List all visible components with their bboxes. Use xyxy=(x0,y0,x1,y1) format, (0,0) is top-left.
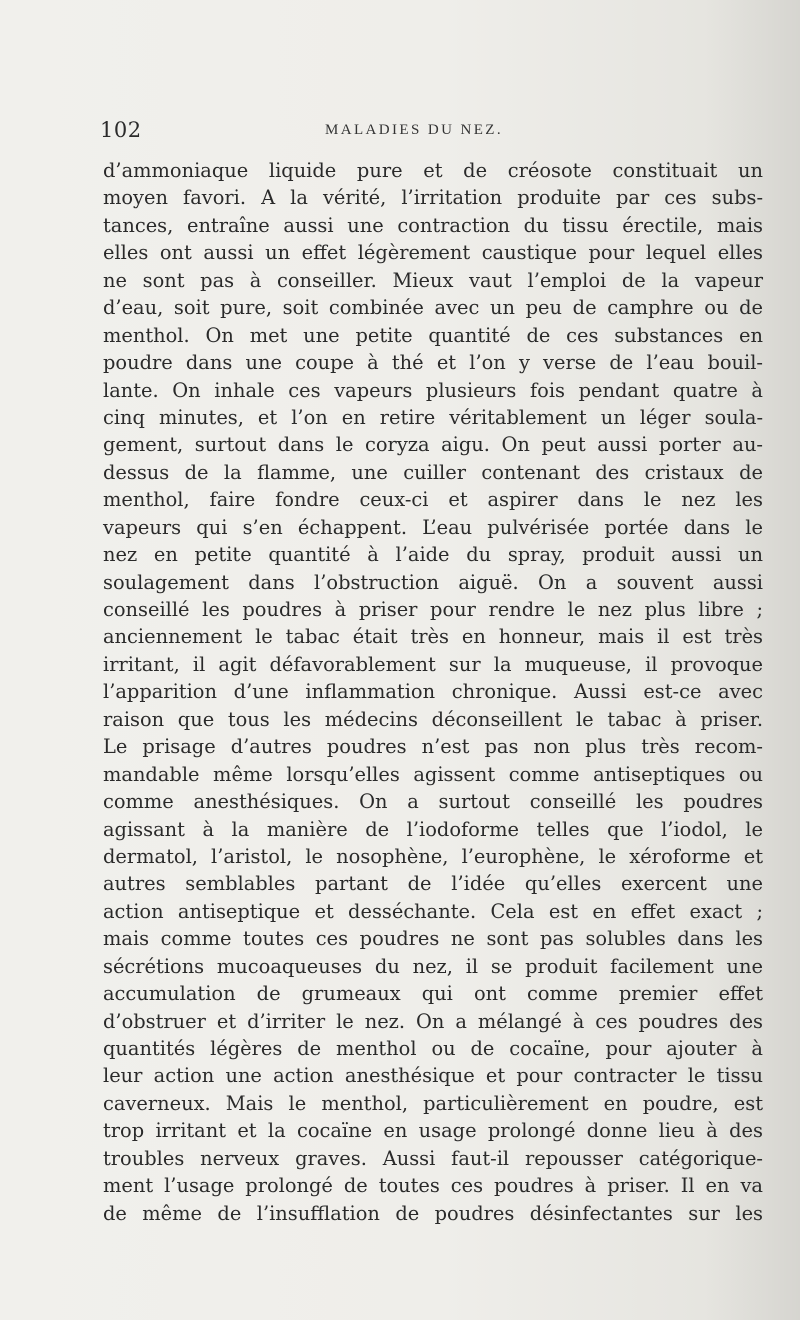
text-line: irritant, il agit défavorablement sur la muqueuse, il provoque xyxy=(103,652,763,676)
text-line: de même de l’insufflation de poudres désinfectantes sur les xyxy=(103,1201,763,1225)
text-line: vapeurs qui s’en échappent. L’eau pulvérisée portée dans le xyxy=(103,515,763,539)
text-line: anciennement le tabac était très en honneur, mais il est très xyxy=(103,625,763,649)
text-line: quantités légères de menthol ou de cocaïne, pour ajouter à xyxy=(103,1037,763,1060)
text-line: comme anesthésiques. On a surtout conseillé les poudres xyxy=(103,790,763,814)
text-line: d’ammoniaque liquide pure et de créosote constituait un xyxy=(103,159,763,182)
text-line: poudre dans une coupe à thé et l’on y verse de l’eau bouil- xyxy=(103,351,763,375)
text-line: action antiseptique et desséchante. Cela est en effet exact ; xyxy=(103,899,763,923)
text-line: elles ont aussi un effet légèrement caustique pour lequel elles xyxy=(103,241,763,265)
text-line: accumulation de grumeaux qui ont comme premier effet xyxy=(103,982,763,1006)
running-head xyxy=(100,118,760,148)
text-line: caverneux. Mais le menthol, particulièrement en poudre, est xyxy=(103,1091,763,1115)
text-line: mais comme toutes ces poudres ne sont pas solubles dans les xyxy=(103,927,763,951)
text-line: leur action une action anesthésique et pour contracter le tissu xyxy=(103,1064,763,1088)
text-line: trop irritant et la cocaïne en usage prolongé donne lieu à des xyxy=(103,1119,763,1143)
text-line: autres semblables partant de l’idée qu’elles exercent une xyxy=(103,872,763,896)
text-line: d’obstruer et d’irriter le nez. On a mélangé à ces poudres des xyxy=(103,1009,763,1033)
text-line: dessus de la flamme, une cuiller contenant des cristaux de xyxy=(103,460,763,484)
text-line: conseillé les poudres à priser pour rendre le nez plus libre ; xyxy=(103,598,763,621)
text-line: ment l’usage prolongé de toutes ces poudres à priser. Il en va xyxy=(103,1174,763,1198)
text-line: mandable même lorsqu’elles agissent comme antiseptiques ou xyxy=(103,762,763,786)
text-line: cinq minutes, et l’on en retire véritablement un léger soula- xyxy=(103,405,763,429)
text-line: gement, surtout dans le coryza aigu. On peut aussi porter au- xyxy=(103,433,763,457)
text-line: d’eau, soit pure, soit combinée avec un peu de camphre ou de xyxy=(103,296,763,320)
text-line: soulagement dans l’obstruction aiguë. On a souvent aussi xyxy=(103,570,763,594)
text-line: troubles nerveux graves. Aussi faut-il repousser catégorique- xyxy=(103,1146,763,1170)
text-line: sécrétions mucoaqueuses du nez, il se produit facilement une xyxy=(103,954,763,978)
text-line: menthol, faire fondre ceux-ci et aspirer dans le nez les xyxy=(103,488,763,512)
page-number: 102 xyxy=(100,118,142,142)
text-line: nez en petite quantité à l’aide du spray, produit aussi un xyxy=(103,543,763,567)
text-line: agissant à la manière de l’iodoforme telles que l’iodol, le xyxy=(103,817,763,841)
body-text xyxy=(103,157,763,1227)
text-line: dermatol, l’aristol, le nosophène, l’europhène, le xéroforme et xyxy=(103,844,763,868)
text-line: ne sont pas à conseiller. Mieux vaut l’emploi de la vapeur xyxy=(103,268,763,292)
text-line: menthol. On met une petite quantité de ces substances en xyxy=(103,323,763,347)
text-line: moyen favori. A la vérité, l’irritation produite par ces subs- xyxy=(103,186,763,210)
text-line: Le prisage d’autres poudres n’est pas non plus très recom- xyxy=(103,735,763,759)
text-line: tances, entraîne aussi une contraction du tissu érectile, mais xyxy=(103,213,763,237)
running-title: MALADIES DU NEZ. xyxy=(325,122,503,138)
text-line: raison que tous les médecins déconseillent le tabac à priser. xyxy=(103,707,763,731)
text-line: l’apparition d’une inflammation chronique. Aussi est-ce avec xyxy=(103,680,763,704)
text-line: lante. On inhale ces vapeurs plusieurs fois pendant quatre à xyxy=(103,378,763,402)
